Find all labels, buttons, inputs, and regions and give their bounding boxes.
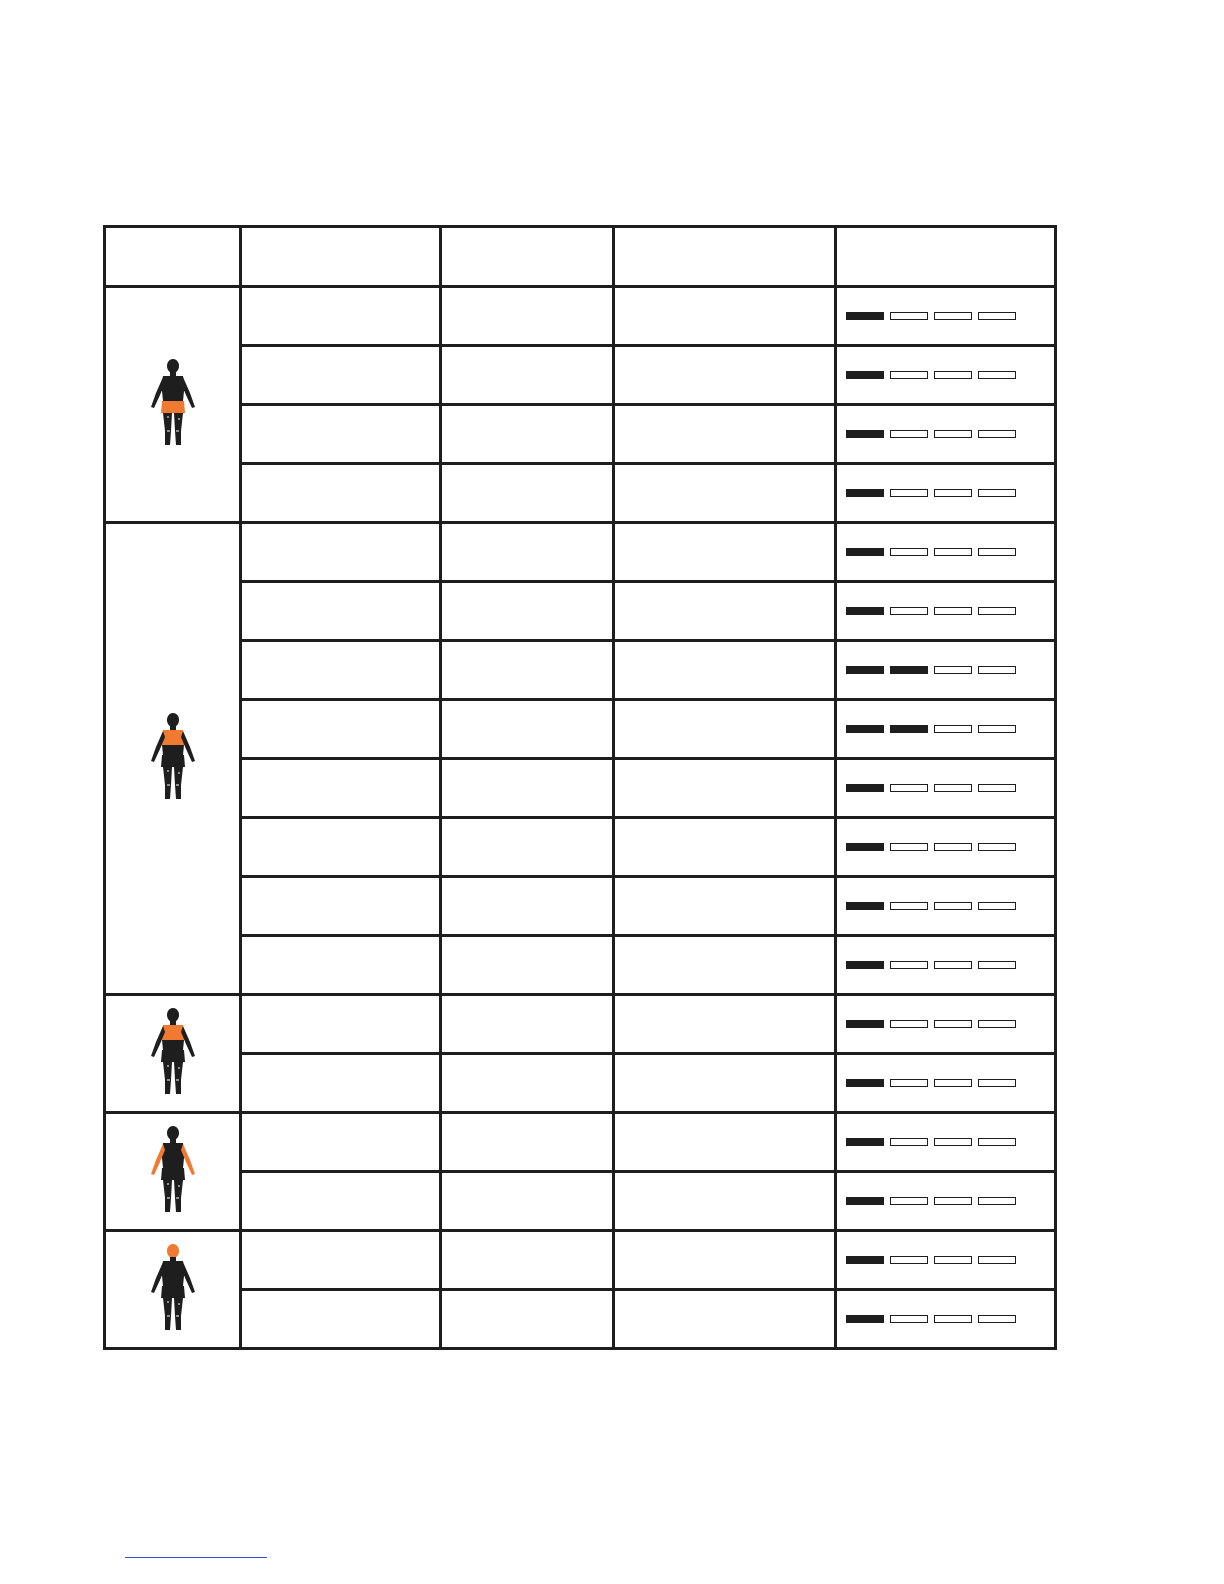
intensity-segment-empty — [890, 843, 928, 851]
table-cell — [441, 995, 614, 1054]
intensity-bar — [846, 1138, 1054, 1146]
intensity-bar — [846, 1315, 1054, 1323]
intensity-segment-filled — [846, 784, 884, 792]
intensity-segment-empty — [890, 489, 928, 497]
table-cell — [614, 1054, 836, 1113]
table-cell — [441, 523, 614, 582]
table-cell — [441, 346, 614, 405]
table-cell — [441, 464, 614, 523]
table-cell — [614, 287, 836, 346]
intensity-segment-empty — [934, 666, 972, 674]
intensity-segment-empty — [978, 371, 1016, 379]
intensity-segment-empty — [978, 725, 1016, 733]
intensity-cell — [836, 818, 1056, 877]
table-cell — [614, 877, 836, 936]
intensity-cell — [836, 1172, 1056, 1231]
header-cell — [241, 227, 441, 287]
body-figure-hips-icon — [145, 434, 201, 451]
table-row — [105, 759, 1056, 818]
intensity-segment-empty — [890, 548, 928, 556]
table-row — [105, 1290, 1056, 1349]
table-cell — [241, 523, 441, 582]
intensity-segment-empty — [890, 784, 928, 792]
table-cell — [614, 700, 836, 759]
intensity-segment-empty — [934, 1138, 972, 1146]
intensity-cell — [836, 759, 1056, 818]
intensity-segment-filled — [846, 312, 884, 320]
intensity-segment-empty — [934, 725, 972, 733]
table-cell — [241, 641, 441, 700]
table-cell — [441, 1113, 614, 1172]
table-cell — [441, 936, 614, 995]
intensity-segment-filled — [846, 489, 884, 497]
intensity-bar — [846, 666, 1054, 674]
table-cell — [614, 818, 836, 877]
header-cell — [836, 227, 1056, 287]
intensity-segment-empty — [890, 1138, 928, 1146]
intensity-segment-filled — [846, 430, 884, 438]
intensity-cell — [836, 1290, 1056, 1349]
intensity-cell — [836, 1231, 1056, 1290]
intensity-segment-empty — [978, 1256, 1016, 1264]
table-cell — [441, 1231, 614, 1290]
intensity-segment-filled — [846, 725, 884, 733]
figure-cell — [105, 287, 241, 523]
table-cell — [241, 582, 441, 641]
table-cell — [241, 700, 441, 759]
intensity-segment-filled — [846, 961, 884, 969]
table-row — [105, 582, 1056, 641]
table-row — [105, 1113, 1056, 1172]
table-cell — [241, 936, 441, 995]
intensity-segment-empty — [978, 666, 1016, 674]
figure-cell — [105, 1113, 241, 1231]
header-cell — [614, 227, 836, 287]
intensity-segment-filled — [846, 1256, 884, 1264]
table-cell — [241, 1113, 441, 1172]
intensity-segment-empty — [978, 843, 1016, 851]
intensity-bar — [846, 961, 1054, 969]
table-header-row — [105, 227, 1056, 287]
intensity-segment-empty — [890, 1315, 928, 1323]
table-cell — [241, 1054, 441, 1113]
table-cell — [241, 877, 441, 936]
intensity-segment-empty — [978, 784, 1016, 792]
intensity-segment-empty — [890, 430, 928, 438]
intensity-cell — [836, 1113, 1056, 1172]
table-row — [105, 700, 1056, 759]
intensity-bar — [846, 902, 1054, 910]
intensity-segment-empty — [890, 312, 928, 320]
table-cell — [441, 287, 614, 346]
intensity-segment-empty — [934, 1197, 972, 1205]
table-row — [105, 995, 1056, 1054]
table-cell — [614, 346, 836, 405]
table-row — [105, 1172, 1056, 1231]
intensity-segment-empty — [890, 1079, 928, 1087]
table-cell — [614, 936, 836, 995]
table-cell — [241, 818, 441, 877]
body-figure-upper-back-icon — [145, 1083, 201, 1100]
intensity-segment-empty — [978, 430, 1016, 438]
intensity-cell — [836, 346, 1056, 405]
intensity-segment-filled — [846, 548, 884, 556]
intensity-bar — [846, 430, 1054, 438]
intensity-segment-empty — [934, 430, 972, 438]
intensity-segment-empty — [934, 607, 972, 615]
table-row — [105, 877, 1056, 936]
intensity-segment-empty — [934, 784, 972, 792]
intensity-segment-empty — [934, 902, 972, 910]
table-cell — [614, 995, 836, 1054]
intensity-bar — [846, 371, 1054, 379]
table-cell — [614, 1231, 836, 1290]
intensity-segment-filled — [846, 843, 884, 851]
intensity-bar — [846, 607, 1054, 615]
figure-cell — [105, 1231, 241, 1349]
intensity-cell — [836, 464, 1056, 523]
table-body — [105, 287, 1056, 1349]
table-cell — [241, 405, 441, 464]
table-row — [105, 464, 1056, 523]
table-cell — [614, 1290, 836, 1349]
table-cell — [241, 1172, 441, 1231]
table-cell — [241, 464, 441, 523]
intensity-segment-empty — [934, 843, 972, 851]
table-cell — [441, 818, 614, 877]
intensity-segment-empty — [934, 1256, 972, 1264]
figure-cell — [105, 995, 241, 1113]
intensity-cell — [836, 1054, 1056, 1113]
table-cell — [441, 700, 614, 759]
intensity-segment-empty — [934, 1079, 972, 1087]
intensity-bar — [846, 1020, 1054, 1028]
intensity-segment-empty — [978, 961, 1016, 969]
table-cell — [241, 287, 441, 346]
intensity-segment-empty — [978, 489, 1016, 497]
intensity-bar — [846, 725, 1054, 733]
intensity-bar — [846, 1256, 1054, 1264]
intensity-segment-filled — [890, 725, 928, 733]
table-cell — [441, 1054, 614, 1113]
table-cell — [614, 759, 836, 818]
intensity-segment-filled — [846, 607, 884, 615]
table-cell — [614, 464, 836, 523]
table-cell — [441, 582, 614, 641]
intensity-segment-empty — [978, 1197, 1016, 1205]
intensity-segment-filled — [846, 1020, 884, 1028]
intensity-bar — [846, 1197, 1054, 1205]
intensity-bar — [846, 312, 1054, 320]
table-row — [105, 936, 1056, 995]
intensity-segment-filled — [846, 1197, 884, 1205]
table-row — [105, 1054, 1056, 1113]
intensity-bar — [846, 1079, 1054, 1087]
table-cell — [614, 1172, 836, 1231]
table-cell — [441, 405, 614, 464]
footer-divider — [125, 1557, 267, 1558]
body-figure-head-icon — [145, 1319, 201, 1336]
intensity-segment-empty — [978, 902, 1016, 910]
table-cell — [614, 405, 836, 464]
table-cell — [614, 1113, 836, 1172]
table-row — [105, 346, 1056, 405]
table-cell — [614, 641, 836, 700]
intensity-cell — [836, 700, 1056, 759]
table-row — [105, 523, 1056, 582]
intensity-segment-empty — [890, 371, 928, 379]
intensity-bar — [846, 843, 1054, 851]
intensity-segment-filled — [846, 1079, 884, 1087]
intensity-cell — [836, 995, 1056, 1054]
intensity-segment-filled — [846, 666, 884, 674]
table-cell — [441, 1290, 614, 1349]
intensity-cell — [836, 641, 1056, 700]
intensity-cell — [836, 936, 1056, 995]
intensity-bar — [846, 784, 1054, 792]
table-cell — [441, 1172, 614, 1231]
body-figure-arms-icon — [145, 1201, 201, 1218]
intensity-cell — [836, 877, 1056, 936]
intensity-segment-empty — [978, 1315, 1016, 1323]
intensity-segment-empty — [978, 1020, 1016, 1028]
intensity-segment-empty — [978, 607, 1016, 615]
intensity-segment-empty — [934, 1020, 972, 1028]
table-cell — [241, 995, 441, 1054]
intensity-segment-empty — [890, 1256, 928, 1264]
table-cell — [614, 523, 836, 582]
intensity-segment-filled — [846, 1138, 884, 1146]
table-row — [105, 405, 1056, 464]
table-row — [105, 641, 1056, 700]
table-cell — [441, 877, 614, 936]
intensity-segment-empty — [890, 902, 928, 910]
intensity-segment-empty — [934, 371, 972, 379]
intensity-bar — [846, 548, 1054, 556]
header-cell — [105, 227, 241, 287]
intensity-segment-empty — [934, 1315, 972, 1323]
intensity-cell — [836, 523, 1056, 582]
intensity-segment-empty — [978, 548, 1016, 556]
table-cell — [241, 346, 441, 405]
intensity-segment-empty — [934, 548, 972, 556]
table-cell — [241, 1290, 441, 1349]
table-cell — [441, 641, 614, 700]
intensity-cell — [836, 582, 1056, 641]
header-cell — [441, 227, 614, 287]
table-cell — [241, 1231, 441, 1290]
intensity-segment-filled — [846, 902, 884, 910]
intensity-segment-empty — [978, 1138, 1016, 1146]
intensity-segment-empty — [934, 489, 972, 497]
intensity-segment-empty — [934, 312, 972, 320]
table-cell — [614, 582, 836, 641]
table-row — [105, 287, 1056, 346]
intensity-segment-empty — [978, 1079, 1016, 1087]
intensity-segment-empty — [890, 607, 928, 615]
intensity-cell — [836, 405, 1056, 464]
intensity-segment-empty — [978, 312, 1016, 320]
table-row — [105, 1231, 1056, 1290]
intensity-segment-empty — [890, 1197, 928, 1205]
figure-cell — [105, 523, 241, 995]
exercise-table — [103, 225, 1057, 1350]
body-figure-chest-icon — [145, 788, 201, 805]
intensity-segment-filled — [846, 1315, 884, 1323]
intensity-segment-empty — [934, 961, 972, 969]
table-cell — [241, 759, 441, 818]
table-row — [105, 818, 1056, 877]
intensity-segment-empty — [890, 961, 928, 969]
intensity-segment-empty — [890, 1020, 928, 1028]
intensity-segment-filled — [890, 666, 928, 674]
intensity-cell — [836, 287, 1056, 346]
intensity-segment-filled — [846, 371, 884, 379]
intensity-bar — [846, 489, 1054, 497]
table-cell — [441, 759, 614, 818]
